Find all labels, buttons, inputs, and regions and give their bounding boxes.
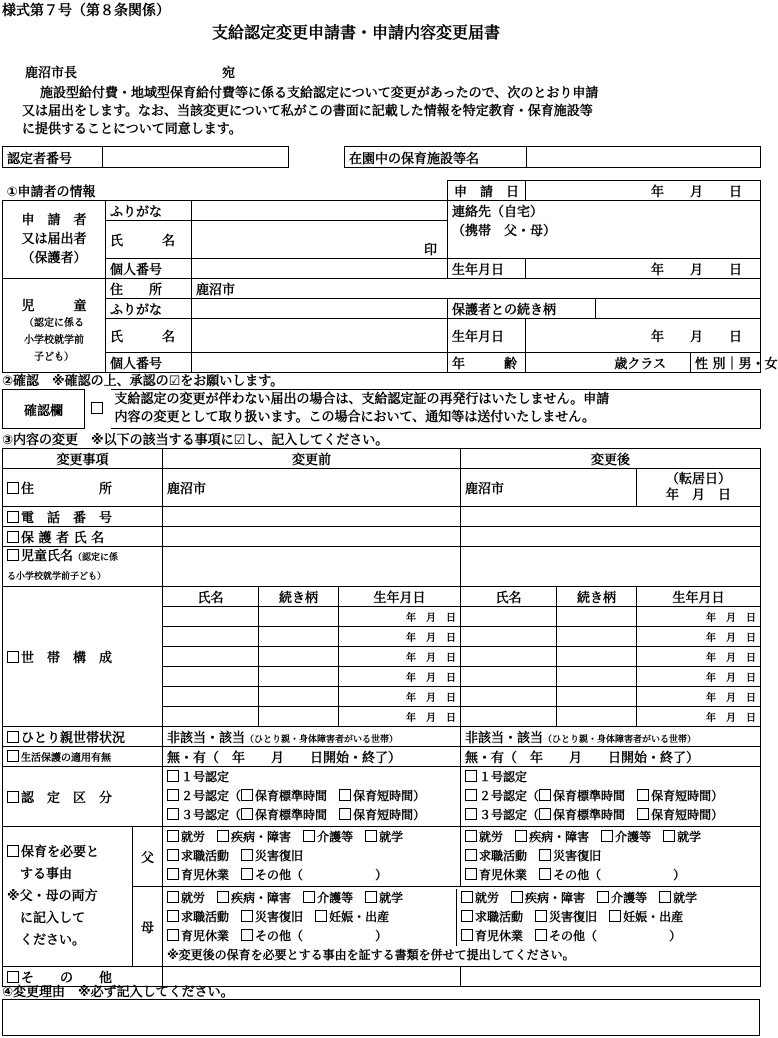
reason-input[interactable] xyxy=(2,999,760,1036)
change-phone-item[interactable]: 電 話 番 号 xyxy=(3,507,163,527)
cert-no-label: 認定者番号 xyxy=(3,147,103,168)
addressee-mayor: 鹿沼市長 xyxy=(25,66,78,81)
child-name-label: 氏 名 xyxy=(106,319,192,353)
confirm-checkbox[interactable] xyxy=(85,390,111,429)
apply-date-input[interactable]: 年 月 日 xyxy=(526,181,761,201)
change-cert-class-item[interactable]: 認 定 区 分 xyxy=(3,767,163,827)
child-name-input[interactable] xyxy=(192,319,448,353)
col-before: 変更前 xyxy=(163,449,461,469)
confirm-label: 確認欄 xyxy=(3,390,85,429)
household-before-col-rel: 続き柄 xyxy=(259,587,339,607)
single-parent-before[interactable]: 非該当・該当（ひとり親・身体障害者がいる世帯） xyxy=(163,727,461,747)
cert-no-input[interactable] xyxy=(103,147,289,168)
header-table xyxy=(2,146,761,168)
guardian-label: 申 請 者 又は届出者 （保護者） xyxy=(3,201,106,279)
child-furigana-label: ふりがな xyxy=(106,299,192,319)
col-after: 変更後 xyxy=(461,449,761,469)
child-label: 児 童 （認定に係る 小学校就学前 子ども） xyxy=(3,299,106,373)
child-furigana-input[interactable] xyxy=(192,299,448,319)
seal-mark: 印 xyxy=(424,243,438,258)
guardian-birth-label: 生年月日 xyxy=(448,259,526,279)
intro-line-1: 施設型給付費・地域型保育給付費等に係る支給認定について変更があったので、次のとおり申請 xyxy=(40,86,599,101)
confirm-text: 支給認定の変更が伴わない届出の場合は、支給認定証の再発行はいたしません。申請 内容の変更として取り扱います。この場合において、通知等は送付いたしません。 xyxy=(111,390,761,429)
cert-class-after[interactable]: １号認定 ２号認定（ 保育標準時間 保育短時間） ３号認定（ 保育標準時間 保育短時間） xyxy=(461,767,761,827)
father-label: 父 xyxy=(133,827,163,887)
father-reason-after[interactable]: 就労 疾病・障害 介護等 就学 求職活動 災害復旧 育児休業 その他（ ） xyxy=(461,827,761,887)
household-after-col-rel: 続き柄 xyxy=(557,587,637,607)
household-row: 年 月 日 年 月 日 xyxy=(3,667,761,687)
guardian-personal-no-label: 個人番号 xyxy=(106,259,192,279)
applicant-table xyxy=(2,180,778,373)
relation-label: 保護者との続き柄 xyxy=(448,299,596,319)
col-change-item: 変更事項 xyxy=(3,449,163,469)
child-birth-label: 生年月日 xyxy=(448,319,526,353)
relation-input[interactable] xyxy=(596,299,761,319)
confirm-section-title: ②確認 ※確認の上、承認の☑をお願いします。 xyxy=(2,374,284,389)
cert-class-before[interactable]: １号認定 ２号認定（ 保育標準時間 保育短時間） ３号認定（ 保育標準時間 保育短時間） xyxy=(163,767,461,827)
guardian-personal-no-input[interactable] xyxy=(192,259,448,279)
guardian-name-label: 氏 名 xyxy=(106,221,192,259)
change-household-item[interactable]: 世 帯 構 成 xyxy=(3,587,163,727)
guardian-name-before[interactable] xyxy=(163,527,461,547)
facility-label: 在園中の保育施設等名 xyxy=(345,147,527,168)
welfare-after[interactable]: 無・有（ 年 月 日開始・終了） xyxy=(461,747,761,767)
guardian-birth-input[interactable]: 年 月 日 xyxy=(526,259,761,279)
addressee-suffix: 宛 xyxy=(222,66,236,81)
child-personal-no-label: 個人番号 xyxy=(106,353,192,373)
mother-reason-before[interactable]: 就労 疾病・障害 介護等 就学 求職活動 災害復旧 妊娠・出産 育児休業 その他（ ） xyxy=(163,889,457,946)
age-input[interactable]: 歳クラス xyxy=(526,353,691,373)
single-parent-after[interactable]: 非該当・該当（ひとり親・身体障害者がいる世帯） xyxy=(461,727,761,747)
confirm-table xyxy=(2,389,761,429)
household-after-col-birth: 生年月日 xyxy=(637,587,761,607)
household-row: 年 月 日 年 月 日 xyxy=(3,687,761,707)
father-reason-before[interactable]: 就労 疾病・障害 介護等 就学 求職活動 災害復旧 育児休業 その他（ ） xyxy=(163,827,461,887)
changes-section-title: ③内容の変更 ※以下の該当する事項に☑し、記入してください。 xyxy=(2,433,389,448)
change-single-parent-item[interactable]: ひとり親世帯状況 xyxy=(3,727,163,747)
guardian-furigana-input[interactable] xyxy=(192,201,448,221)
phone-before[interactable] xyxy=(163,507,461,527)
phone-after[interactable] xyxy=(461,507,761,527)
intro-line-3: に提供することについて同意します。 xyxy=(22,122,242,137)
change-welfare-item[interactable]: 生活保護の適用有無 xyxy=(3,747,163,767)
household-row: 年 月 日 年 月 日 xyxy=(3,707,761,727)
guardian-name-input[interactable] xyxy=(192,221,448,259)
form-number: 様式第７号（第８条関係） xyxy=(2,3,170,19)
mother-reason-after[interactable]: 就労 疾病・障害 介護等 就学 求職活動 災害復旧 妊娠・出産 育児休業 その他（ ） xyxy=(457,889,760,946)
child-name-after[interactable] xyxy=(461,547,761,587)
household-after-col-name: 氏名 xyxy=(461,587,557,607)
address-label: 住 所 xyxy=(106,279,192,299)
age-label: 年 齢 xyxy=(448,353,526,373)
child-birth-input[interactable]: 年 月 日 xyxy=(526,319,761,353)
change-address-item[interactable]: 住 所 xyxy=(3,469,163,507)
address-input[interactable]: 鹿沼市 xyxy=(192,279,761,299)
household-before-col-name: 氏名 xyxy=(163,587,259,607)
guardian-furigana-label: ふりがな xyxy=(106,201,192,221)
facility-input[interactable] xyxy=(527,147,761,168)
guardian-name-after[interactable] xyxy=(461,527,761,547)
moving-date[interactable]: （転居日） 年 月 日 xyxy=(637,469,761,507)
household-row: 年 月 日 年 月 日 xyxy=(3,607,761,627)
household-row: 年 月 日 年 月 日 xyxy=(3,647,761,667)
reason-note: ※変更後の保育を必要とする事由を証する書類を併せて提出してください。 xyxy=(167,947,575,962)
contact-field[interactable]: 連絡先（自宅） （携帯 父・母） xyxy=(448,201,761,259)
mother-reason xyxy=(163,887,761,967)
mother-label: 母 xyxy=(133,887,163,967)
welfare-before[interactable]: 無・有（ 年 月 日開始・終了） xyxy=(163,747,461,767)
change-other-item[interactable]: そ の 他 xyxy=(3,967,163,987)
gender-field[interactable]: 性 別｜男・女 xyxy=(691,353,761,373)
applicant-section-title: ①申請者の情報 xyxy=(6,184,96,200)
apply-date-label: 申 請 日 xyxy=(448,181,526,201)
intro-line-2: 又は届出をします。なお、当該変更について私がこの書面に記載した情報を特定教育・保育施設等 xyxy=(22,104,593,119)
household-row: 年 月 日 年 月 日 xyxy=(3,627,761,647)
other-after[interactable] xyxy=(461,967,761,987)
change-child-name-item[interactable]: 児童氏名（認定に係 る小学校就学前子ども） xyxy=(3,547,163,587)
change-reason-item[interactable]: 保育を必要と する事由 ※父・母の両方 に記入して ください。 xyxy=(3,827,133,967)
address-after[interactable]: 鹿沼市 xyxy=(461,469,637,507)
child-name-before[interactable] xyxy=(163,547,461,587)
household-before-col-birth: 生年月日 xyxy=(339,587,461,607)
address-before[interactable]: 鹿沼市 xyxy=(163,469,461,507)
form-title: 支給認定変更申請書・申請内容変更届書 xyxy=(212,23,501,42)
reason-section-title: ④変更理由 ※必ず記入してください。 xyxy=(2,985,234,1000)
change-guardian-name-item[interactable]: 保 護 者 氏 名 xyxy=(3,527,163,547)
changes-table xyxy=(2,448,761,987)
